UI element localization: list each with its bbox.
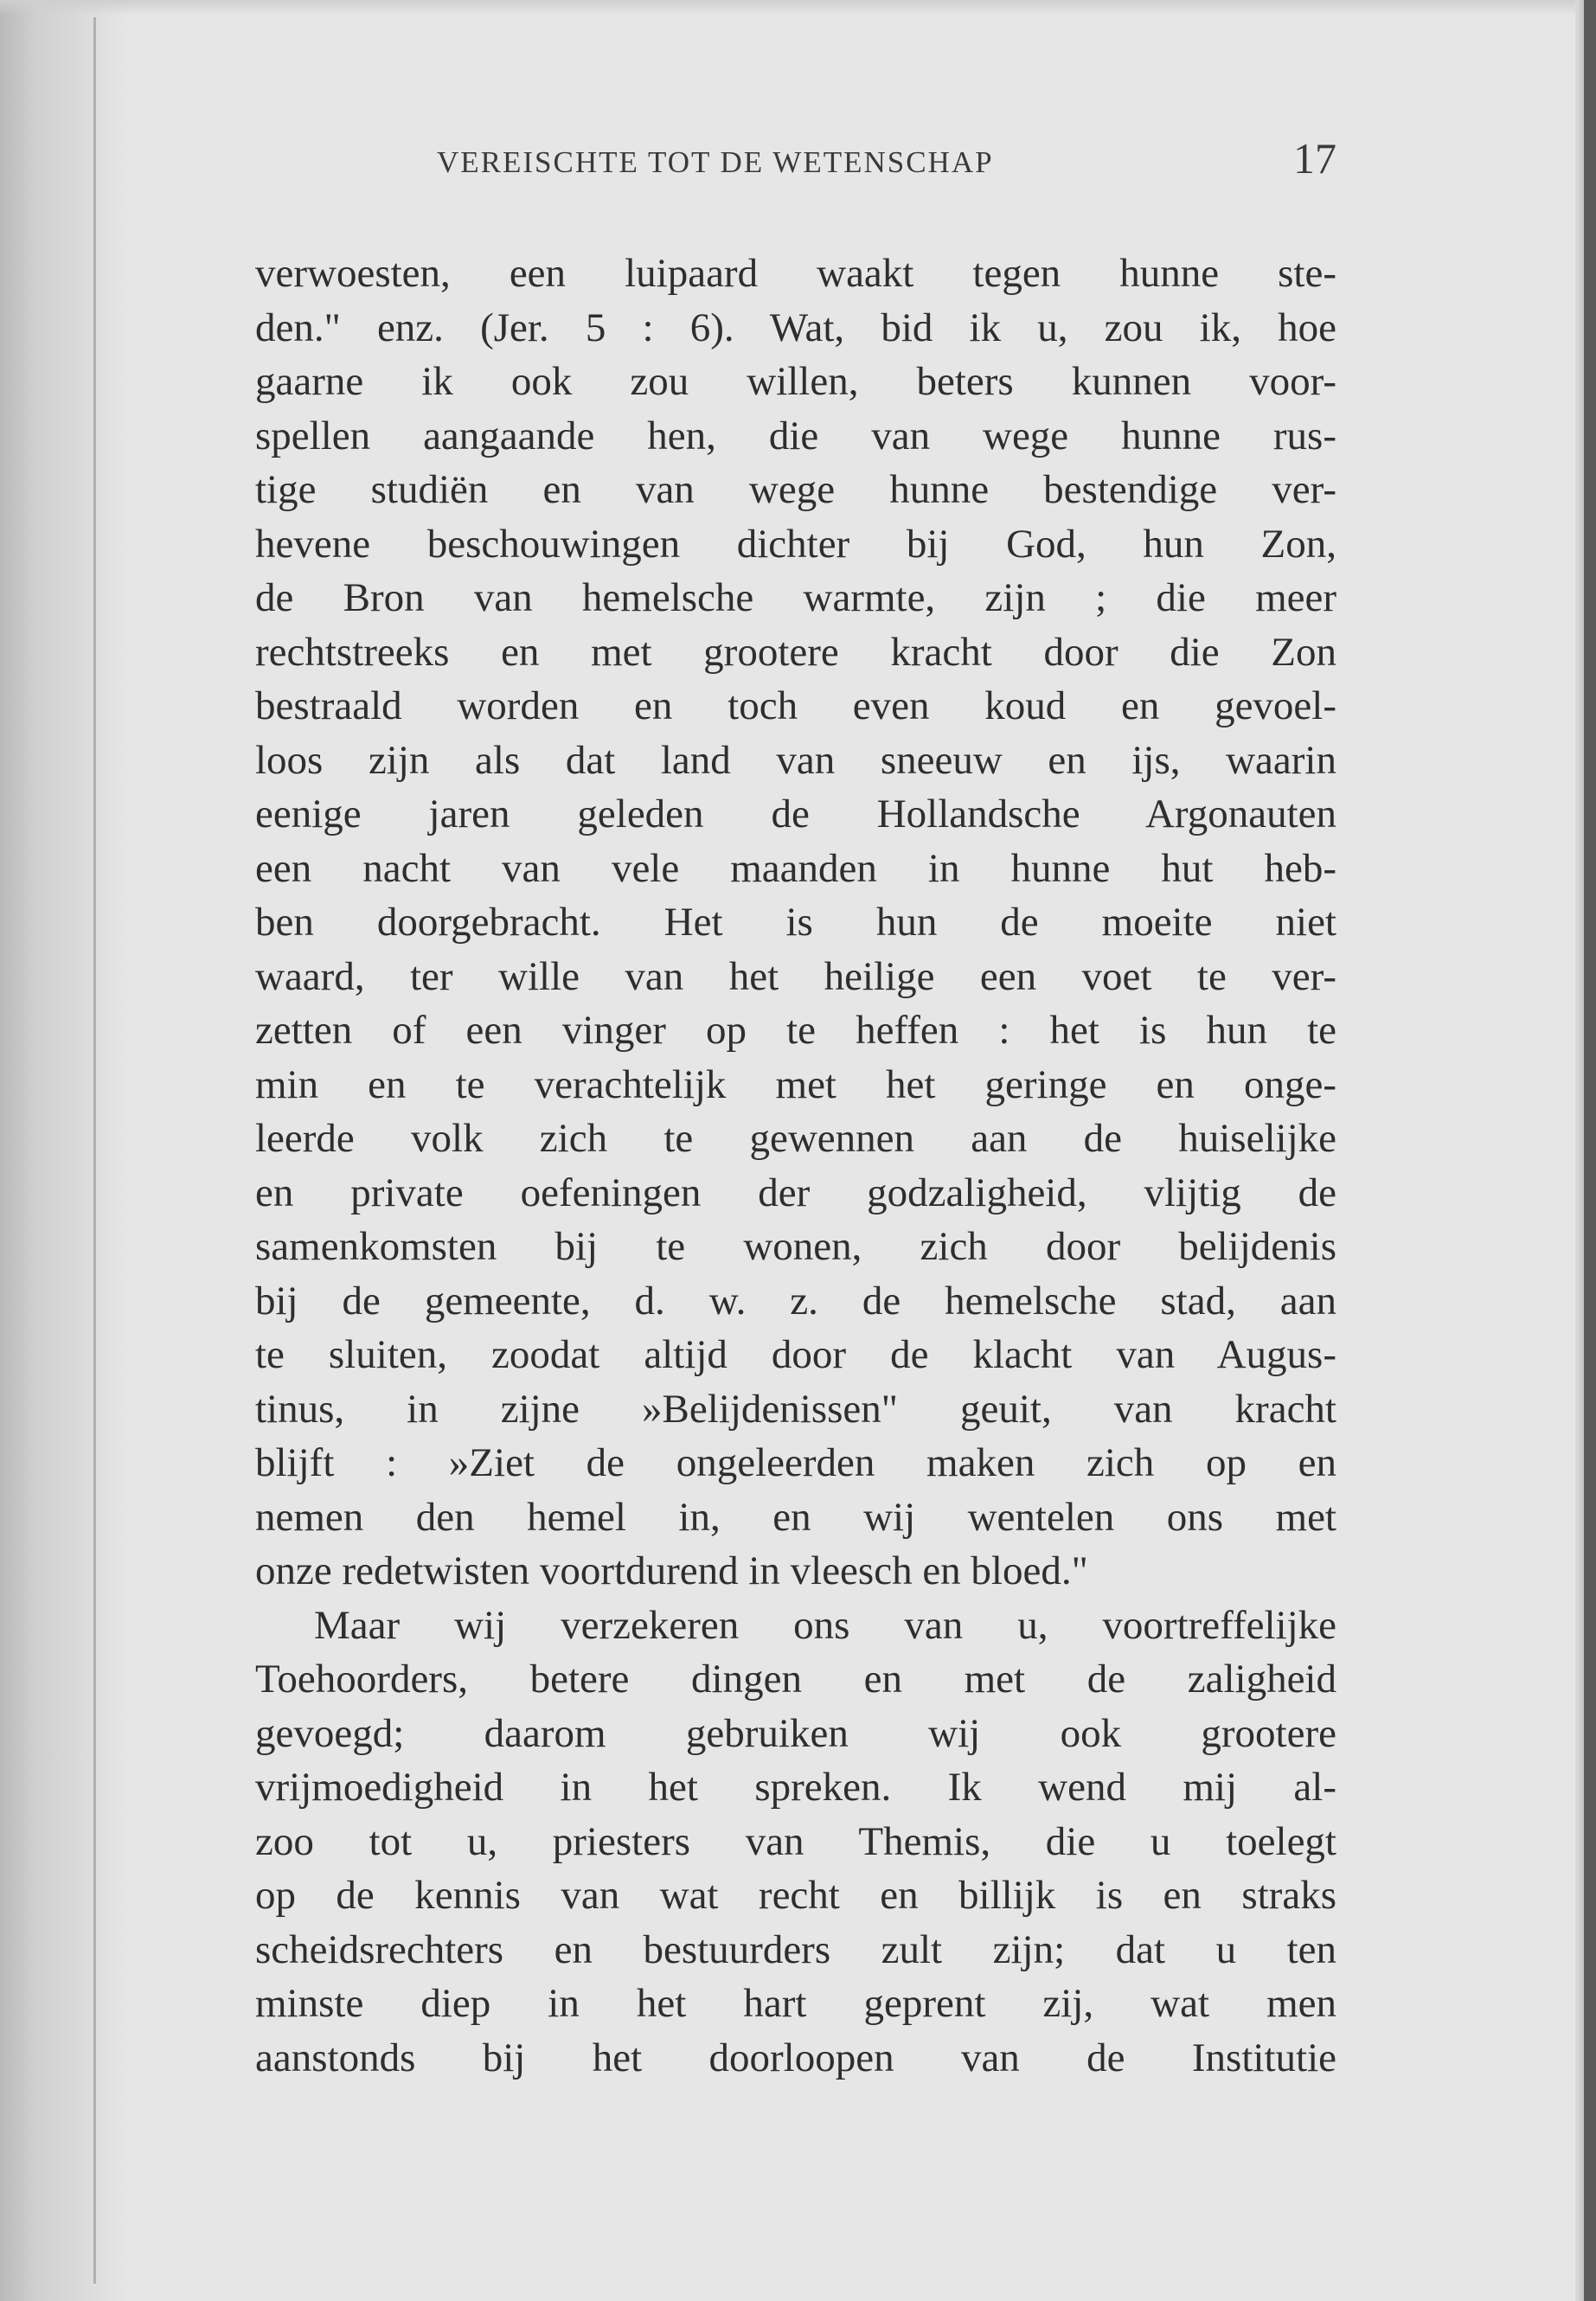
text-line-paragraph-end: onze redetwisten voortdurend in vleesch en bloed." (255, 1548, 1088, 1593)
text-line: blijft : »Ziet de ongeleerden maken zich op en (255, 1440, 1336, 1485)
text-line: gevoegd; daarom gebruiken wij ook grootere (255, 1710, 1336, 1756)
text-line: samenkomsten bij te wonen, zich door belijdenis (255, 1224, 1336, 1269)
gutter-shadow-line (93, 17, 96, 2284)
text-line: tige studiën en van wege hunne bestendige ver- (255, 467, 1336, 512)
text-line: min en te verachtelijk met het geringe en onge- (255, 1061, 1336, 1107)
text-line: op de kennis van wat recht en billijk is en straks (255, 1873, 1336, 1918)
text-line: de Bron van hemelsche warmte, zijn ; die meer (255, 575, 1336, 620)
binding-gutter (0, 0, 130, 2301)
text-line: minste diep in het hart geprent zij, wat men (255, 1981, 1336, 2026)
page-edge-shade (1575, 0, 1584, 2301)
text-line: zoo tot u, priesters van Themis, die u toelegt (255, 1818, 1336, 1864)
text-line: een nacht van vele maanden in hunne hut heb- (255, 845, 1336, 891)
text-line: nemen den hemel in, en wij wentelen ons met (255, 1494, 1336, 1540)
text-line: leerde volk zich te gewennen aan de huiselijke (255, 1116, 1336, 1161)
text-line: aanstonds bij het doorloopen van de Institutie (255, 2035, 1336, 2080)
text-line: verwoesten, een luipaard waakt tegen hunne ste- (255, 251, 1336, 296)
text-line: tinus, in zijne »Belijdenissen" geuit, van kracht (255, 1386, 1336, 1432)
scan-border (1584, 0, 1596, 2301)
text-line: en private oefeningen der godzaligheid, vlijtig de (255, 1170, 1336, 1215)
top-edge-shade (0, 0, 1596, 16)
text-line: bestraald worden en toch even koud en gevoel- (255, 683, 1336, 728)
text-line: loos zijn als dat land van sneeuw en ijs, waarin (255, 737, 1336, 783)
text-line: scheidsrechters en bestuurders zult zijn; dat u ten (255, 1926, 1336, 1972)
body-text (255, 247, 1336, 2085)
text-line: vrijmoedigheid in het spreken. Ik wend mij al- (255, 1765, 1336, 1810)
text-line-paragraph-start: Maar wij verzekeren ons van u, voortreffelijke (314, 1602, 1336, 1648)
text-line: rechtstreeks en met grootere kracht door die Zon (255, 629, 1336, 675)
running-head (255, 130, 1336, 199)
text-line: waard, ter wille van het heilige een voet te ver- (255, 953, 1336, 999)
text-line: hevene beschouwingen dichter bij God, hun Zon, (255, 521, 1336, 567)
page-number: 17 (1293, 134, 1336, 183)
text-line: gaarne ik ook zou willen, beters kunnen voor- (255, 359, 1336, 404)
running-title: VEREISCHTE TOT DE WETENSCHAP (437, 145, 994, 179)
text-line: Toehoorders, betere dingen en met de zaligheid (255, 1657, 1336, 1702)
text-line: spellen aangaande hen, die van wege hunne rus- (255, 413, 1336, 458)
text-line: bij de gemeente, d. w. z. de hemelsche stad, aan (255, 1278, 1336, 1324)
text-line: te sluiten, zoodat altijd door de klacht van Augus- (255, 1332, 1336, 1377)
text-line: zetten of een vinger op te heffen : het is hun te (255, 1008, 1336, 1053)
text-line: ben doorgebracht. Het is hun de moeite niet (255, 900, 1336, 945)
text-line: eenige jaren geleden de Hollandsche Argonauten (255, 792, 1336, 836)
text-line: den." enz. (Jer. 5 : 6). Wat, bid ik u, zou ik, hoe (255, 304, 1336, 350)
